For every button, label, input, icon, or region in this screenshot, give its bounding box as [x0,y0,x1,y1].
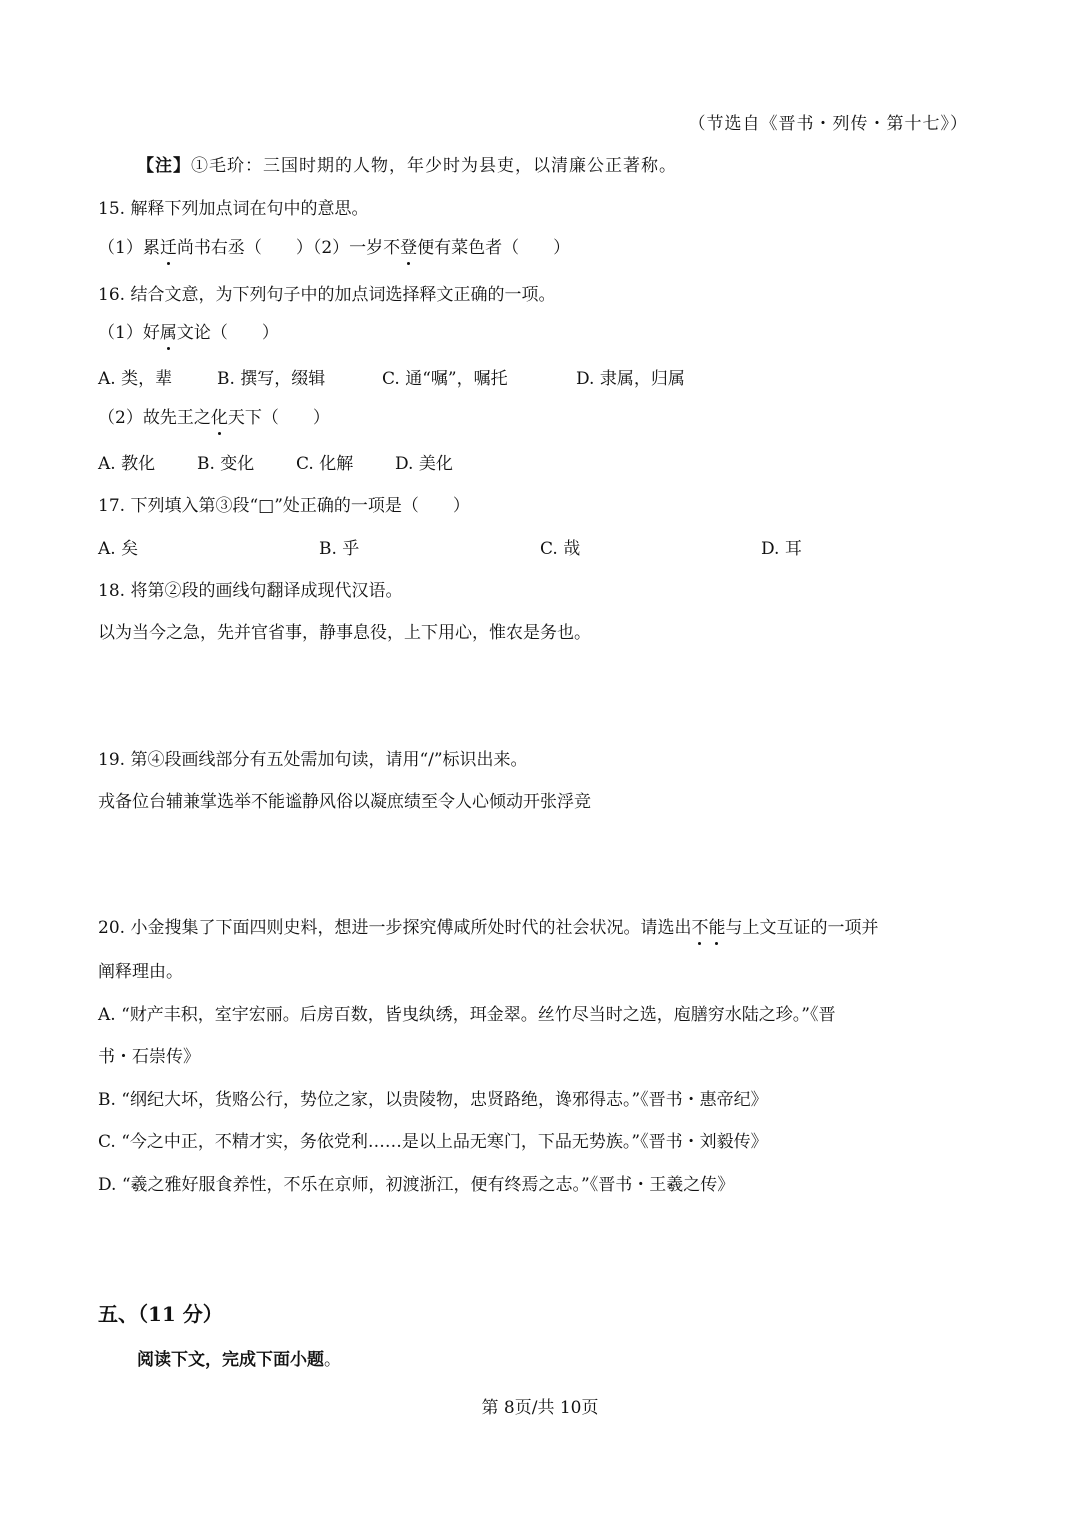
q16-sub2-dotted-word: 化 [210,408,228,428]
q17-stem: 17. 下列填入第③段“□”处正确的一项是（ ） [98,496,470,516]
q15-item1-dotted-word: 迁 [159,238,177,258]
q20-option-a-line2: 书・石崇传》 [98,1047,200,1067]
q20-option-a-line1: A. “财产丰积，室宇宏丽。后房百数，皆曳纨绣，珥金翠。丝竹尽当时之选，庖膳穷水陆之珍。”《晋 [98,1005,836,1025]
note-label: 【注】 [137,156,191,176]
section-heading: 五、（11 分） [98,1302,223,1326]
q16-stem: 16. 结合文意，为下列句子中的加点词选择释文正确的一项。 [98,285,556,305]
q20-dotted-word-1: 不 [691,918,709,938]
q16-sub1-dotted-word: 属 [159,323,177,343]
q15-stem: 15. 解释下列加点词在句中的意思。 [98,199,369,219]
q20-dotted-word-2: 能 [708,918,726,938]
q17-option-d: D. 耳 [761,539,802,559]
q15-items [98,236,570,260]
q16-sub2-option-c: C. 化解 [296,454,354,474]
q20-stem-line2: 阐释理由。 [98,962,183,982]
q16-sub2-pre: （2）故先王之 [98,408,211,428]
section-instruction [137,1348,341,1372]
q16-sub2-option-a: A. 教化 [98,454,156,474]
q16-sub1-option-b: B. 撰写，缀辑 [217,369,326,389]
q16-sub1-post: 文论（ ） [176,323,279,343]
q19-sentence: 戎备位台辅兼掌选举不能谧静风俗以凝庶绩至令人心倾动开张浮竞 [98,792,591,812]
annotation-note [137,154,677,178]
q16-sub1-option-a: A. 类，辈 [98,369,173,389]
section-instruction-text: 阅读下文，完成下面小题 [137,1350,324,1370]
q16-sub1-option-c: C. 通“嘱”，嘱托 [382,369,508,389]
q15-item1-pre: （1）累 [98,238,160,258]
q15-item2-pre: （2）一岁不 [312,238,401,258]
q16-sub2-post: 天下（ ） [227,408,330,428]
q20-option-c: C. “今之中正，不精才实，务依党利……是以上品无寒门，下品无势族。”《晋书・刘毅传》 [98,1132,768,1152]
note-text: ①毛玠：三国时期的人物，年少时为县吏，以清廉公正著称。 [191,156,677,176]
q16-sub2-option-b: B. 变化 [197,454,255,474]
q17-option-c: C. 哉 [540,539,581,559]
q18-sentence: 以为当今之急，先并官省事，静事息役，上下用心，惟农是务也。 [98,623,591,643]
q15-item2-dotted-word: 登 [400,238,418,258]
q15-item2-post: 便有菜色者（ ） [417,238,571,258]
q16-sub1-pre: （1）好 [98,323,160,343]
q17-option-a: A. 矣 [98,539,139,559]
page-number: 第 8页/共 10页 [481,1398,599,1418]
q19-stem: 19. 第④段画线部分有五处需加句读，请用“/”标识出来。 [98,750,528,770]
q20-option-d: D. “羲之雅好服食养性，不乐在京师，初渡浙江，便有终焉之志。”《晋书・王羲之传》 [98,1175,735,1195]
q18-stem: 18. 将第②段的画线句翻译成现代汉语。 [98,581,403,601]
source-citation: （节选自《晋书・列传・第十七》） [688,114,968,134]
q20-stem-pre: 20. 小金搜集了下面四则史料，想进一步探究傅咸所处时代的社会状况。请选出 [98,918,692,938]
section-instruction-mark: 。 [324,1350,341,1370]
q20-option-b: B. “纲纪大坏，货赂公行，势位之家，以贵陵物，忠贤路绝，谗邪得志。”《晋书・惠帝纪》 [98,1090,768,1110]
q16-sub1 [98,321,279,345]
q16-sub2 [98,406,330,430]
q15-item1-post: 尚书右丞（ ） [176,238,313,258]
q20-stem [98,916,878,940]
q20-stem-post: 与上文互证的一项并 [725,918,879,938]
q16-sub2-option-d: D. 美化 [395,454,453,474]
q16-sub1-option-d: D. 隶属，归属 [576,369,685,389]
q17-option-b: B. 乎 [319,539,360,559]
